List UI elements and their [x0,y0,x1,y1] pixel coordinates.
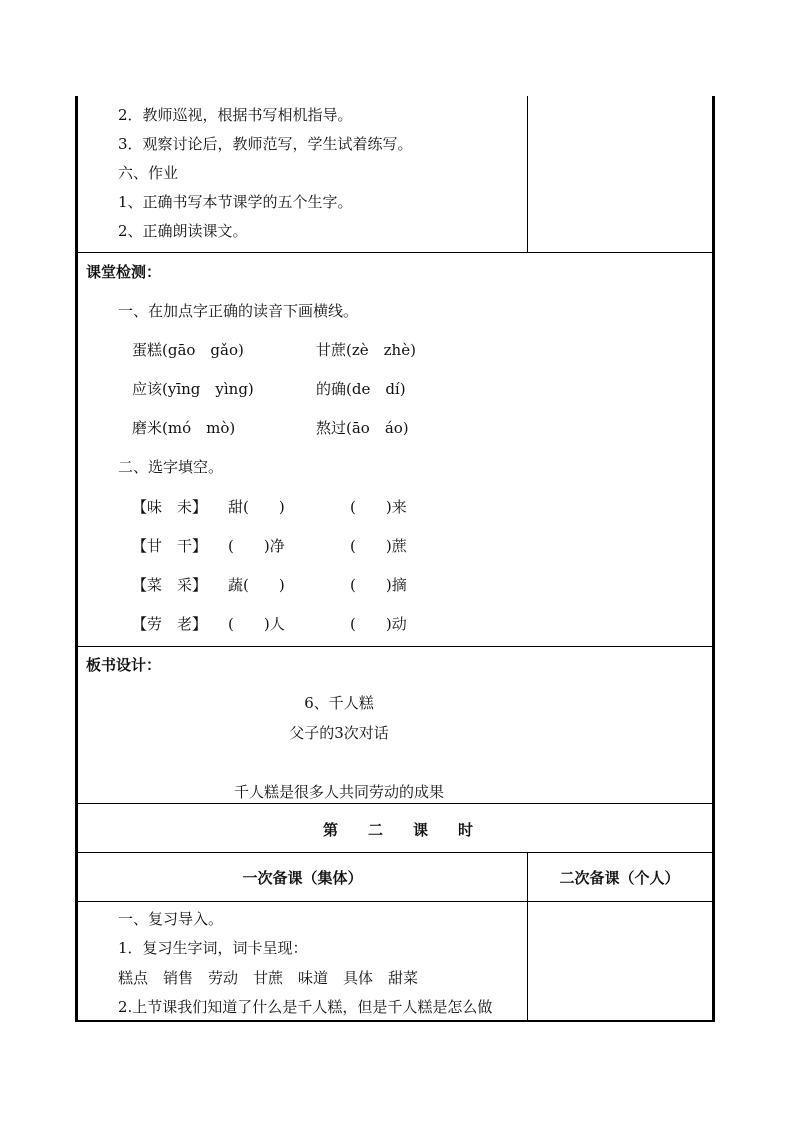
bottom-border [78,1020,712,1022]
q2-chars: 【味 未】 [132,498,208,516]
q2-blank-a: 甜( ) [228,498,285,516]
board-design-title: 6、千人糕 [304,694,374,712]
divider-1 [78,252,712,253]
divider-4 [78,852,712,853]
second-lesson-line-2: 1．复习生字词，词卡呈现： [118,939,308,957]
q1-item: 的确(de dí) [316,380,406,398]
top-line-5: 2、正确朗读课文。 [118,222,248,240]
q2-blank-a: ( )人 [228,615,285,633]
q1-item: 磨米(mó mò) [132,419,236,437]
divider-5 [78,901,712,902]
top-line-1: 2．教师巡视，根据书写相机指导。 [118,106,353,124]
lesson-title: 第 二 课 时 [322,821,473,839]
top-line-2: 3．观察讨论后，教师范写，学生试着练写。 [118,135,413,153]
q2-blank-a: 蔬( ) [228,576,285,594]
second-lesson-line-3: 糕点 销售 劳动 甘蔗 味道 具体 甜菜 [118,969,419,987]
q2-chars: 【劳 老】 [132,615,208,633]
top-line-3: 六、作业 [118,164,179,182]
q1-item: 甘蔗(zè zhè) [316,341,416,359]
board-design-line-1: 父子的3次对话 [289,724,389,742]
q1-item: 应该(yīng yìng) [132,380,254,398]
q2-chars: 【菜 采】 [132,576,208,594]
second-lesson-line-1: 一、复习导入。 [118,910,224,928]
divider-2 [78,646,712,647]
top-line-4: 1、正确书写本节课学的五个生字。 [118,193,353,211]
q2-blank-b: ( )摘 [350,576,407,594]
individual-header: 二次备课（个人） [559,869,680,887]
board-design-heading: 板书设计： [86,656,162,674]
q1-item: 熬过(āo áo) [316,419,409,437]
q2-blank-b: ( )蔗 [350,537,407,555]
q2-blank-b: ( )动 [350,615,407,633]
classroom-check-heading: 课堂检测： [86,263,162,281]
column-divider-top [527,96,528,252]
q2-blank-b: ( )来 [350,498,407,516]
q2-title: 二、选字填空。 [118,458,224,476]
q1-title: 一、在加点字正确的读音下画横线。 [118,302,359,320]
lesson-plan-table [75,96,715,1022]
q2-blank-a: ( )净 [228,537,285,555]
board-design-line-2: 千人糕是很多人共同劳动的成果 [233,783,444,801]
divider-3 [78,803,712,804]
second-lesson-line-4: 2.上节课我们知道了什么是千人糕，但是千人糕是怎么做 [118,998,493,1016]
q1-item: 蛋糕(gāo gǎo) [132,341,244,359]
q2-chars: 【甘 干】 [132,537,208,555]
collective-header: 一次备课（集体） [242,869,363,887]
